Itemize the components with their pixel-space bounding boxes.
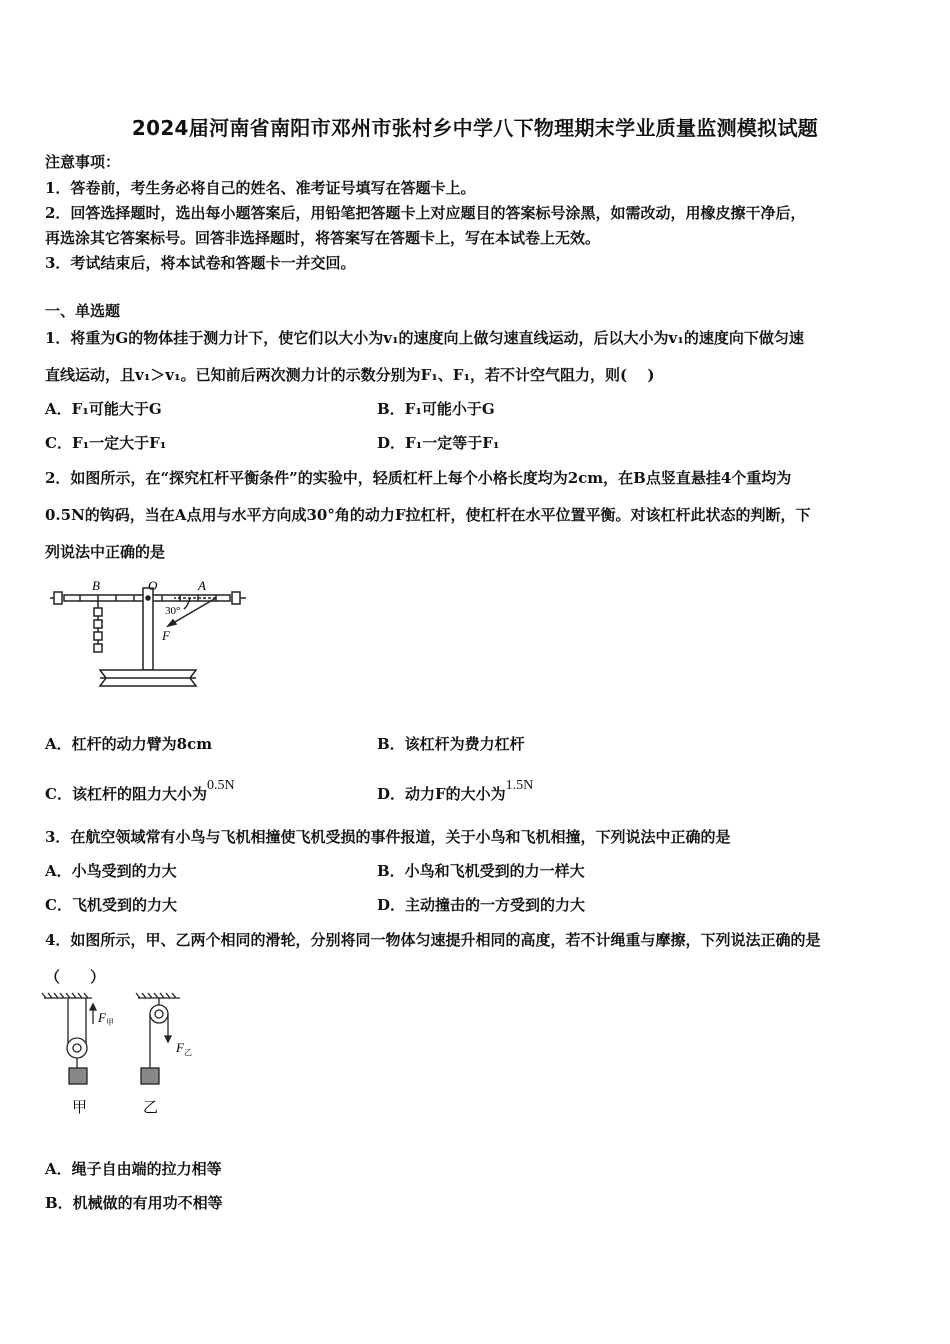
q1-option-d: D．F₁一定等于F₁ bbox=[377, 434, 500, 452]
q2-option-b: B．该杠杆为费力杠杆 bbox=[377, 735, 525, 753]
notice-heading: 注意事项： bbox=[45, 153, 121, 171]
q3-option-b: B．小鸟和飞机受到的力一样大 bbox=[377, 862, 585, 880]
question-3-text: 3．在航空领域常有小鸟与飞机相撞使飞机受损的事件报道，关于小鸟和飞机相撞，下列说法中正确的是 bbox=[45, 828, 731, 846]
lever-figure bbox=[50, 578, 250, 698]
q3-option-a: A．小鸟受到的力大 bbox=[45, 862, 177, 880]
question-1-text: 直线运动，且v₁＞v₁。已知前后两次测力计的示数分别为F₁、F₁，若不计空气阻力，则( ) bbox=[45, 366, 655, 384]
notice-item: 2．回答选择题时，选出每小题答案后，用铅笔把答题卡上对应题目的答案标号涂黑，如需改动，用橡皮擦干净后， bbox=[45, 204, 806, 222]
q3-option-c: C．飞机受到的力大 bbox=[45, 896, 177, 914]
question-4-text: 4．如图所示，甲、乙两个相同的滑轮，分别将同一物体匀速提升相同的高度，若不计绳重与摩擦，下列说法正确的是 bbox=[45, 931, 821, 949]
q4-option-b: B．机械做的有用功不相等 bbox=[45, 1194, 223, 1212]
notice-item: 3．考试结束后，将本试卷和答题卡一并交回。 bbox=[45, 254, 356, 272]
q1-option-a: A．F₁可能大于G bbox=[45, 400, 162, 418]
label-f-jia-sub: 甲 bbox=[105, 1018, 114, 1027]
pulley-figure bbox=[40, 992, 220, 1122]
q3-option-d: D．主动撞击的一方受到的力大 bbox=[377, 896, 586, 914]
label-f: F bbox=[162, 628, 170, 643]
label-yi: 乙 bbox=[143, 1100, 159, 1116]
label-angle: 30° bbox=[165, 605, 181, 617]
section-heading: 一、单选题 bbox=[45, 302, 121, 320]
question-2-text: 0.5N的钩码，当在A点用与水平方向成30°角的动力F拉杠杆，使杠杆在水平位置平衡。对该杠杆此状态的判断，下 bbox=[45, 506, 811, 524]
q1-option-b: B．F₁可能小于G bbox=[377, 400, 495, 418]
label-jia: 甲 bbox=[72, 1100, 88, 1116]
q2-option-a: A．杠杆的动力臂为8cm bbox=[45, 735, 213, 753]
label-f-jia: F bbox=[98, 1010, 106, 1025]
question-4-text: （ ） bbox=[45, 968, 106, 986]
q2-option-d-value: 1.5N bbox=[505, 778, 534, 793]
q2-option-d: D．动力F的大小为1.5N bbox=[377, 778, 534, 803]
q2-option-c: C．该杠杆的阻力大小为0.5N bbox=[45, 778, 235, 803]
label-o: O bbox=[148, 578, 158, 593]
q2-option-c-value: 0.5N bbox=[206, 778, 235, 793]
notice-item: 再选涂其它答案标号。回答非选择题时，将答案写在答题卡上，写在本试卷上无效。 bbox=[45, 229, 601, 247]
notice-item: 1．答卷前，考生务必将自己的姓名、准考证号填写在答题卡上。 bbox=[45, 179, 476, 197]
question-2-text: 2．如图所示，在“探究杠杆平衡条件”的实验中，轻质杠杆上每个小格长度均为2cm，在B点竖直悬挂4个重均为 bbox=[45, 469, 792, 487]
label-f-yi-sub: 乙 bbox=[183, 1048, 192, 1057]
question-1-text: 1．将重为G的物体挂于测力计下，使它们以大小为v₁的速度向上做匀速直线运动，后以大小为v₁的速度向下做匀速 bbox=[45, 329, 804, 347]
q1-option-c: C．F₁一定大于F₁ bbox=[45, 434, 167, 452]
question-2-text: 列说法中正确的是 bbox=[45, 543, 166, 561]
q4-option-a: A．绳子自由端的拉力相等 bbox=[45, 1160, 222, 1178]
label-b: B bbox=[92, 578, 100, 593]
svg-text:F乙 bbox=[175, 1040, 192, 1057]
svg-text:F甲 bbox=[97, 1010, 114, 1027]
page-title: 2024届河南省南阳市邓州市张村乡中学八下物理期末学业质量监测模拟试题 bbox=[131, 116, 819, 140]
label-a: A bbox=[198, 578, 206, 593]
label-f-yi: F bbox=[176, 1040, 184, 1055]
